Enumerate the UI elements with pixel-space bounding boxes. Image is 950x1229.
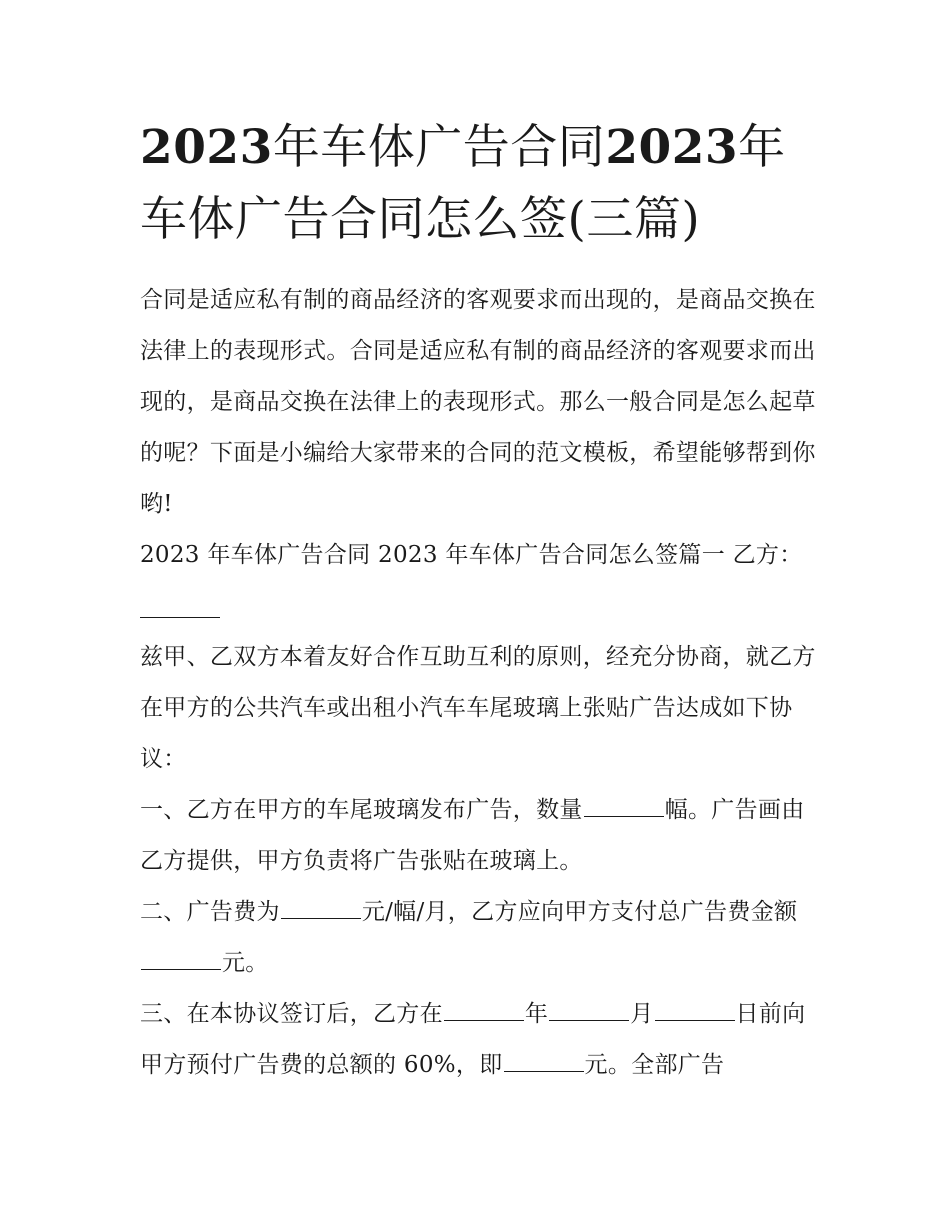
title-year-1: 2023 [140, 120, 273, 175]
quantity-blank [584, 793, 664, 817]
title-text-3: 车体广告合同怎么签(三篇) [140, 192, 701, 247]
fee-rate-blank [281, 895, 361, 919]
party-b-blank [140, 581, 220, 632]
clause-1-text-a: 一、乙方在甲方的车尾玻璃发布广告，数量 [140, 797, 583, 823]
clause-1-text-b: 幅。广告画由乙方提供，甲方负责将广告张贴在玻璃上。 [140, 797, 805, 874]
total-fee-blank [141, 946, 221, 970]
clause-3-text-a: 三、在本协议签订后，乙方在 [140, 1001, 443, 1027]
title-year-2: 2023 [605, 120, 739, 175]
clause-3-text-d: 日前向甲方预付广告费的总额的 60%，即 [140, 1001, 806, 1078]
year-blank [444, 997, 524, 1021]
clause-2-text-c: 元。 [222, 950, 269, 976]
clause-3-text-e: 元。全部广告 [584, 1052, 725, 1078]
clause-2-text-a: 二、广告费为 [140, 899, 280, 925]
prepay-amount-blank [504, 1048, 584, 1072]
title-text-1: 年车体广告合同 [272, 120, 606, 175]
section-heading: 2023 年车体广告合同 2023 年车体广告合同怎么签篇一 乙方： [140, 542, 803, 568]
clause-3-text-b: 年 [524, 1001, 549, 1027]
clause-2 [140, 887, 820, 989]
month-blank [549, 997, 629, 1021]
document-body [140, 275, 820, 1091]
intro-paragraph: 合同是适应私有制的商品经济的客观要求而出现的，是商品交换在法律上的表现形式。合同是适应私有制的商品经济的客观要求而出现的，是商品交换在法律上的表现形式。那么一般合同是怎么起草的呢？下面是小编给大家带来的合同的范文模板，希望能够帮到你哟! [140, 287, 816, 517]
clause-2-text-b: 元/幅/月，乙方应向甲方支付总广告费金额 [361, 899, 798, 925]
title-text-2: 年 [738, 120, 786, 175]
clause-3-text-c: 月 [630, 1001, 654, 1027]
document-title [140, 112, 820, 256]
clause-3 [140, 989, 820, 1091]
agreement-paragraph: 兹甲、乙双方本着友好合作互助互利的原则，经充分协商，就乙方在甲方的公共汽车或出租小汽车车尾玻璃上张贴广告达成如下协议： [140, 644, 816, 772]
clause-1 [140, 785, 820, 887]
day-blank [655, 997, 735, 1021]
